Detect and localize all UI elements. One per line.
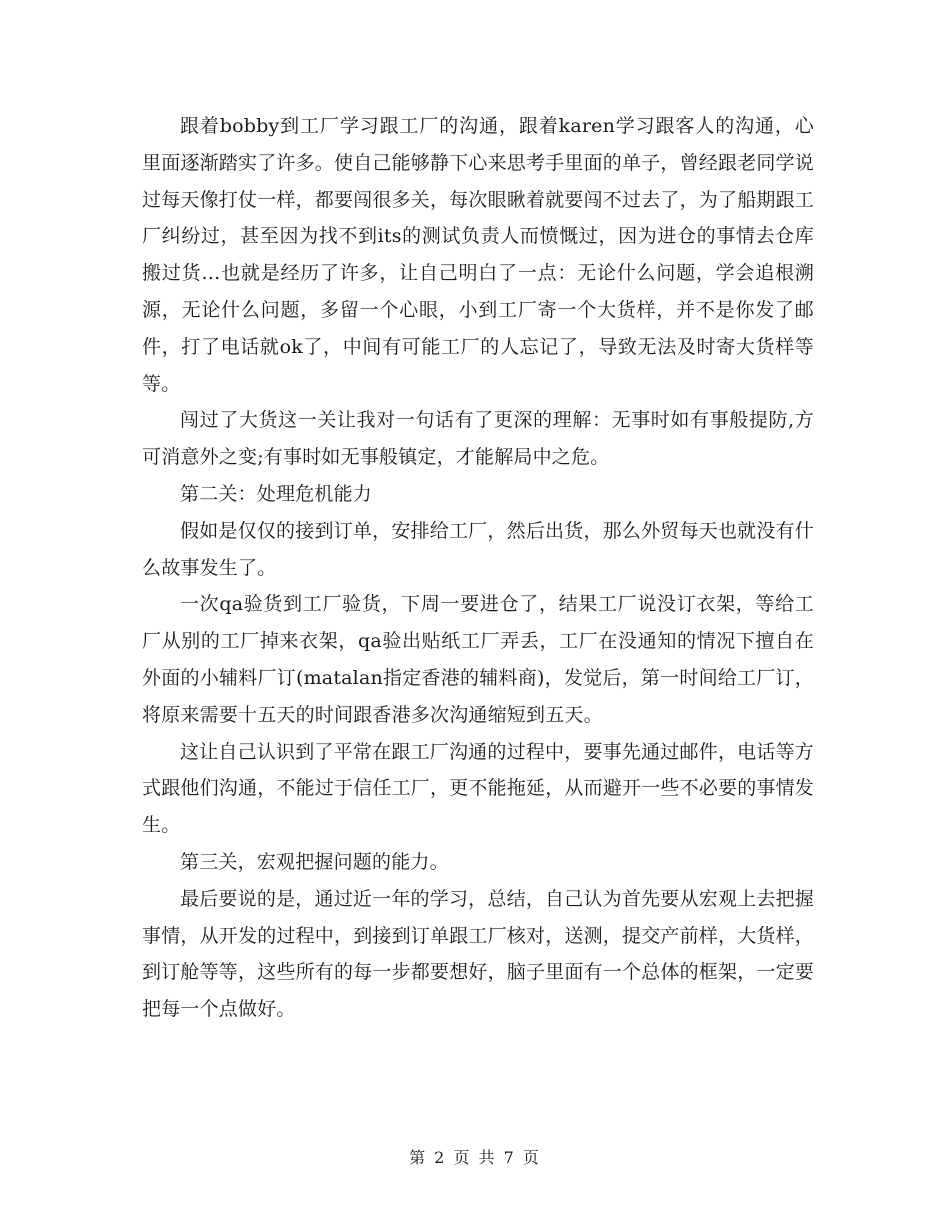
page-number: 第 2 页 共 7 页 xyxy=(409,1148,541,1167)
paragraph-1: 跟着bobby到工厂学习跟工厂的沟通，跟着karen学习跟客人的沟通，心里面逐渐踏实了许多。使自己能够静下心来思考手里面的单子，曾经跟老同学说过每天像打仗一样，都要闯很多关，每次眼瞅着就要闯不过去了，为了船期跟工厂纠纷过，甚至因为找不到its的测试负责人而愤慨过，因为进仓的事情去仓库搬过货…也就是经历了许多，让自己明白了一点：无论什么问题，学会追根溯源，无论什么问题，多留一个心眼，小到工厂寄一个大货样，并不是你发了邮件，打了电话就ok了，中间有可能工厂的人忘记了，导致无法及时寄大货样等等。 xyxy=(142,115,815,395)
paragraph-4: 一次qa验货到工厂验货，下周一要进仓了，结果工厂说没订衣架，等给工厂从别的工厂掉来衣架，qa验出贴纸工厂弄丢，工厂在没通知的情况下擅自在外面的小辅料厂订(matalan指定香港的辅料商)，发觉后，第一时间给工厂订，将原来需要十五天的时间跟香港多次沟通缩短到五天。 xyxy=(142,593,814,726)
paragraph-2: 闯过了大货这一关让我对一句话有了更深的理解：无事时如有事般提防,方可消意外之变;有事时如无事般镇定，才能解局中之危。 xyxy=(142,409,814,469)
section-heading-3: 第三关，宏观把握问题的能力。 xyxy=(180,850,449,873)
paragraph-6: 最后要说的是，通过近一年的学习，总结，自己认为首先要从宏观上去把握事情，从开发的过程中，到接到订单跟工厂核对，送测，提交产前样，大货样，到订舱等等，这些所有的每一步都要想好，脑子里面有一个总体的框架，一定要把每一个点做好。 xyxy=(142,887,815,1021)
paragraph-3: 假如是仅仅的接到订单，安排给工厂，然后出货，那么外贸每天也就没有什么故事发生了。 xyxy=(142,519,814,579)
section-heading-2: 第二关：处理危机能力 xyxy=(180,482,373,505)
paragraph-5: 这让自己认识到了平常在跟工厂沟通的过程中，要事先通过邮件，电话等方式跟他们沟通，不能过于信任工厂，更不能拖延，从而避开一些不必要的事情发生。 xyxy=(142,740,815,837)
document-body xyxy=(142,108,814,1028)
